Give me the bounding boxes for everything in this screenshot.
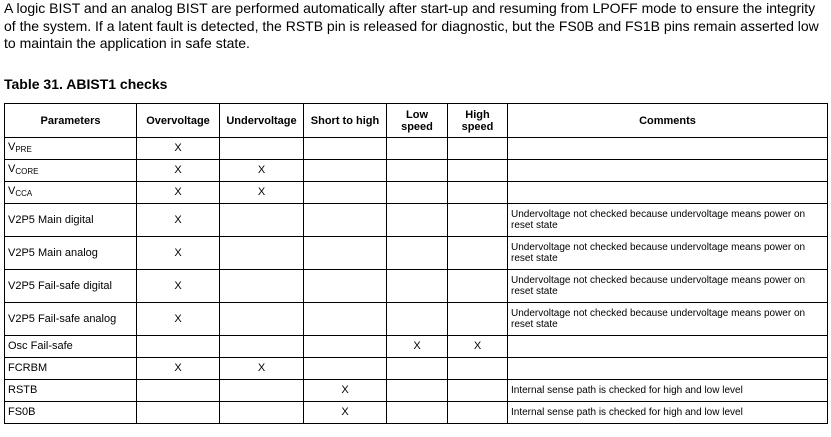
table-row bbox=[5, 270, 828, 303]
high-speed-mark bbox=[448, 358, 508, 380]
parameter-cell bbox=[5, 380, 137, 402]
table-row bbox=[5, 380, 828, 402]
parameter-name: V2P5 Main digital bbox=[8, 213, 94, 226]
overvoltage-mark: X bbox=[137, 237, 220, 270]
abist1-checks-table bbox=[4, 103, 828, 424]
short-to-high-mark bbox=[304, 336, 387, 358]
header-high-speed-line2: speed bbox=[461, 120, 494, 133]
header-low-speed-line1: Low bbox=[406, 108, 428, 121]
short-to-high-mark bbox=[304, 138, 387, 160]
comment-cell: Undervoltage not checked because undervoltage means power on reset state bbox=[508, 237, 828, 270]
undervoltage-mark: X bbox=[220, 182, 304, 204]
low-speed-mark bbox=[387, 182, 448, 204]
table-row bbox=[5, 182, 828, 204]
short-to-high-mark bbox=[304, 160, 387, 182]
table-row bbox=[5, 358, 828, 380]
short-to-high-mark bbox=[304, 270, 387, 303]
comment-cell: Undervoltage not checked because undervoltage means power on reset state bbox=[508, 303, 828, 336]
parameter-cell bbox=[5, 237, 137, 270]
parameter-name: FCRBM bbox=[8, 362, 48, 374]
table-row bbox=[5, 237, 828, 270]
short-to-high-mark bbox=[304, 182, 387, 204]
parameter-cell bbox=[5, 303, 137, 336]
undervoltage-mark bbox=[220, 380, 304, 402]
parameter-cell bbox=[5, 270, 137, 303]
parameter-cell bbox=[5, 336, 137, 358]
header-low-speed bbox=[387, 104, 448, 138]
comment-cell bbox=[508, 138, 828, 160]
table-row bbox=[5, 160, 828, 182]
overvoltage-mark: X bbox=[137, 270, 220, 303]
high-speed-mark: X bbox=[448, 336, 508, 358]
overvoltage-mark bbox=[137, 380, 220, 402]
parameter-cell bbox=[5, 182, 137, 204]
low-speed-mark bbox=[387, 303, 448, 336]
header-short-to-high: Short to high bbox=[304, 104, 387, 138]
overvoltage-mark: X bbox=[137, 358, 220, 380]
undervoltage-mark bbox=[220, 237, 304, 270]
undervoltage-mark: X bbox=[220, 358, 304, 380]
high-speed-mark bbox=[448, 182, 508, 204]
overvoltage-mark: X bbox=[137, 138, 220, 160]
table-body bbox=[5, 138, 828, 424]
undervoltage-mark bbox=[220, 138, 304, 160]
low-speed-mark bbox=[387, 160, 448, 182]
header-parameters: Parameters bbox=[5, 104, 137, 138]
comment-cell: Undervoltage not checked because undervoltage means power on reset state bbox=[508, 204, 828, 237]
parameter-name: Osc Fail-safe bbox=[8, 340, 73, 352]
overvoltage-mark: X bbox=[137, 160, 220, 182]
table-header-row bbox=[5, 104, 828, 138]
short-to-high-mark bbox=[304, 303, 387, 336]
undervoltage-mark bbox=[220, 270, 304, 303]
parameter-cell bbox=[5, 204, 137, 237]
table-row bbox=[5, 336, 828, 358]
comment-cell: Internal sense path is checked for high and low level bbox=[508, 380, 828, 402]
low-speed-mark bbox=[387, 237, 448, 270]
low-speed-mark bbox=[387, 204, 448, 237]
parameter-name: V bbox=[8, 185, 16, 197]
parameter-cell bbox=[5, 358, 137, 380]
short-to-high-mark: X bbox=[304, 380, 387, 402]
parameter-name: V2P5 Fail-safe digital bbox=[8, 279, 112, 292]
parameter-subscript: PRE bbox=[15, 145, 32, 154]
comment-cell bbox=[508, 358, 828, 380]
parameter-name: V2P5 Main analog bbox=[8, 246, 98, 259]
parameter-subscript: CCA bbox=[15, 189, 33, 198]
parameter-name: RSTB bbox=[8, 384, 38, 396]
overvoltage-mark bbox=[137, 402, 220, 424]
header-undervoltage: Undervoltage bbox=[220, 104, 304, 138]
parameter-name: V bbox=[8, 163, 16, 175]
header-high-speed-line1: High bbox=[465, 108, 490, 121]
header-high-speed bbox=[448, 104, 508, 138]
comment-cell bbox=[508, 182, 828, 204]
parameter-cell bbox=[5, 402, 137, 424]
high-speed-mark bbox=[448, 204, 508, 237]
parameter-cell bbox=[5, 138, 137, 160]
high-speed-mark bbox=[448, 380, 508, 402]
high-speed-mark bbox=[448, 160, 508, 182]
high-speed-mark bbox=[448, 138, 508, 160]
table-title: Table 31. ABIST1 checks bbox=[4, 76, 168, 92]
undervoltage-mark bbox=[220, 336, 304, 358]
overvoltage-mark: X bbox=[137, 303, 220, 336]
high-speed-mark bbox=[448, 237, 508, 270]
table-row bbox=[5, 138, 828, 160]
overvoltage-mark: X bbox=[137, 204, 220, 237]
short-to-high-mark: X bbox=[304, 402, 387, 424]
undervoltage-mark bbox=[220, 303, 304, 336]
overvoltage-mark bbox=[137, 336, 220, 358]
short-to-high-mark bbox=[304, 237, 387, 270]
parameter-subscript: CORE bbox=[15, 167, 39, 176]
parameter-name: V bbox=[8, 141, 16, 153]
low-speed-mark bbox=[387, 270, 448, 303]
intro-paragraph: A logic BIST and an analog BIST are performed automatically after start-up and resuming from LPOFF mode to ensure the integrity of the system. If a latent fault is detected, the RSTB pin is released for diagnostic, but the FS0B and FS1B pins remain asserted low to maintain the application in safe state. bbox=[4, 0, 819, 51]
header-low-speed-line2: speed bbox=[401, 120, 433, 133]
table-row bbox=[5, 204, 828, 237]
high-speed-mark bbox=[448, 270, 508, 303]
low-speed-mark bbox=[387, 402, 448, 424]
low-speed-mark bbox=[387, 380, 448, 402]
undervoltage-mark bbox=[220, 204, 304, 237]
parameter-cell bbox=[5, 160, 137, 182]
low-speed-mark: X bbox=[387, 336, 448, 358]
comment-cell: Internal sense path is checked for high and low level bbox=[508, 402, 828, 424]
undervoltage-mark: X bbox=[220, 160, 304, 182]
short-to-high-mark bbox=[304, 204, 387, 237]
high-speed-mark bbox=[448, 303, 508, 336]
header-overvoltage: Overvoltage bbox=[137, 104, 220, 138]
parameter-name: V2P5 Fail-safe analog bbox=[8, 312, 117, 325]
low-speed-mark bbox=[387, 138, 448, 160]
comment-cell bbox=[508, 336, 828, 358]
table-row bbox=[5, 402, 828, 424]
low-speed-mark bbox=[387, 358, 448, 380]
high-speed-mark bbox=[448, 402, 508, 424]
table-row bbox=[5, 303, 828, 336]
parameter-name: FS0B bbox=[8, 406, 36, 418]
overvoltage-mark: X bbox=[137, 182, 220, 204]
header-comments: Comments bbox=[508, 104, 828, 138]
undervoltage-mark bbox=[220, 402, 304, 424]
short-to-high-mark bbox=[304, 358, 387, 380]
comment-cell bbox=[508, 160, 828, 182]
comment-cell: Undervoltage not checked because undervoltage means power on reset state bbox=[508, 270, 828, 303]
